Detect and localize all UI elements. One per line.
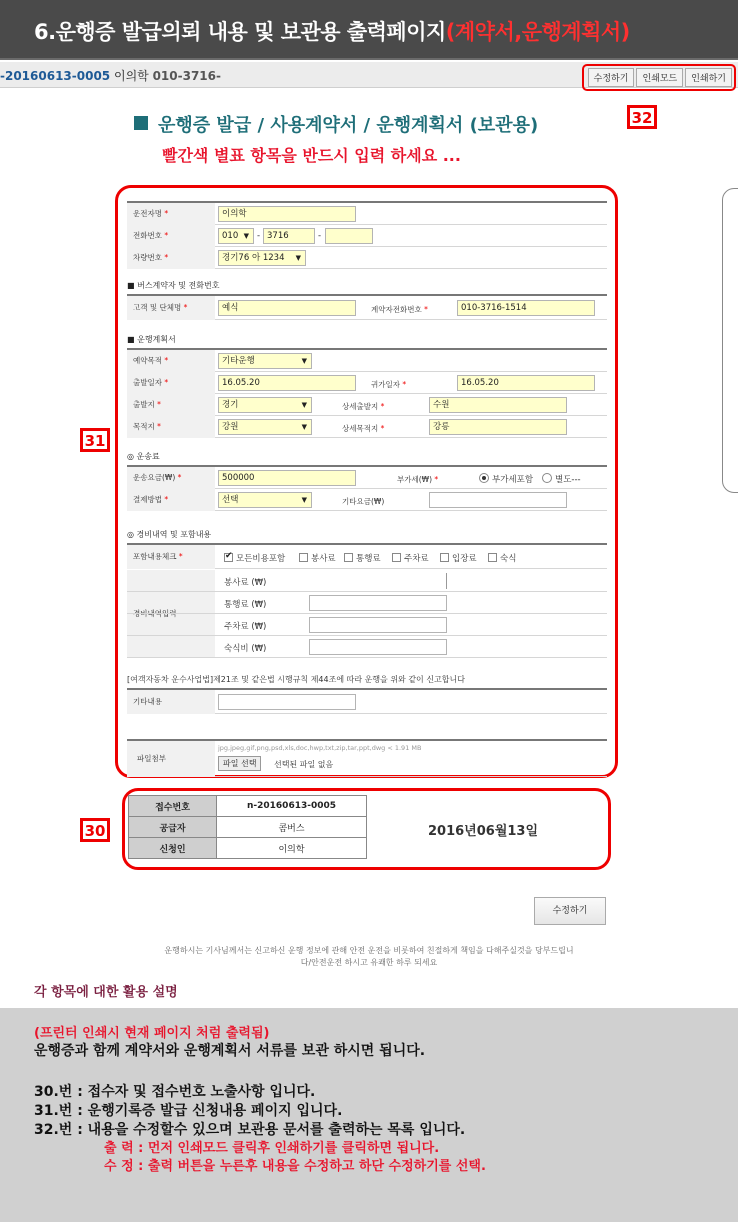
vat-separate-radio[interactable]: 별도--- xyxy=(542,473,581,485)
include-toll-checkbox[interactable]: 통행료 xyxy=(344,552,381,564)
etc-input[interactable] xyxy=(218,694,356,710)
top-button-group xyxy=(582,64,736,91)
receipt-table: 접수번호 n-20160613-0005 공급자 콤버스 신청인 이의학 xyxy=(128,795,367,859)
payment-row: 결제방법 * 선택 ▼ 기타요금(₩) xyxy=(127,489,607,511)
phone-last-input[interactable] xyxy=(325,228,373,244)
callout-30: 30 xyxy=(80,818,110,842)
client-name-input[interactable]: 예식 xyxy=(218,300,356,316)
header-banner xyxy=(0,0,738,60)
bottom-edit-button[interactable]: 수정하기 xyxy=(534,897,606,925)
side-panel xyxy=(722,188,738,493)
lodging-fee-input[interactable] xyxy=(309,639,447,655)
fare-row: 운송요금(₩) * 500000 부가세(₩) * 부가세포함 별도--- xyxy=(127,467,607,489)
origin-select[interactable]: 경기 ▼ xyxy=(218,397,312,413)
footer-notice: 운행하시는 기사님께서는 신고하신 운행 정보에 관해 안전 운전을 비롯하여 친절하게 책임을 다해주실것을 당부드립니 다/안전운전 하시고 유쾌한 하루 되세요 xyxy=(164,946,574,967)
purpose-row: 예약목적 * 기타운행 ▼ xyxy=(127,350,607,372)
dest-select[interactable]: 강원 ▼ xyxy=(218,419,312,435)
edit-button[interactable]: 수정하기 xyxy=(588,68,635,87)
square-icon xyxy=(134,116,148,130)
phone-row: 전화번호 * 010 ▼ - 3716 - xyxy=(127,225,607,247)
service-fee-input[interactable] xyxy=(307,573,447,589)
payment-select[interactable]: 선택 ▼ xyxy=(218,492,312,508)
receipt-number: -20160613-0005 xyxy=(0,69,111,83)
file-select-button[interactable]: 파일 선택 xyxy=(218,756,261,771)
section-plan: ■ 운행계획서 xyxy=(127,335,176,344)
purpose-select[interactable]: 기타운행 ▼ xyxy=(218,353,312,369)
include-parking-checkbox[interactable]: 주차료 xyxy=(392,552,429,564)
include-admission-checkbox[interactable]: 입장료 xyxy=(440,552,477,564)
depart-date-input[interactable]: 16.05.20 xyxy=(218,375,356,391)
toll-fee-input[interactable] xyxy=(309,595,447,611)
print-mode-button[interactable]: 인쇄모드 xyxy=(636,68,683,87)
include-service-checkbox[interactable]: 봉사료 xyxy=(299,552,336,564)
date-row: 출발일자 * 16.05.20 귀가일자 * 16.05.20 xyxy=(127,372,607,394)
origin-row: 출발지 * 경기 ▼ 상세출발지 * 수원 xyxy=(127,394,607,416)
page-subtitle: 빨간색 별표 항목을 반드시 입력 하세요 ... xyxy=(162,146,461,165)
phone-middle-input[interactable]: 3716 xyxy=(263,228,315,244)
include-all-checkbox[interactable]: ✔ 모든비용포함 xyxy=(224,552,285,564)
page-title: 운행증 발급 / 사용계약서 / 운행계획서 (보관용) xyxy=(134,111,538,137)
parking-fee-input[interactable] xyxy=(309,617,447,633)
car-number-select[interactable]: 경기76 아 1234 ▼ xyxy=(218,250,306,266)
applicant-name: 이의학 xyxy=(110,69,153,83)
dest-detail-input[interactable]: 강릉 xyxy=(429,419,567,435)
section-cost: ◎ 경비내역 및 포함내용 xyxy=(127,530,212,539)
cost-input-label: 경비내역입력 xyxy=(127,570,215,658)
file-status: 선택된 파일 없음 xyxy=(274,760,334,769)
etc-row: 기타내용 xyxy=(127,690,607,714)
return-date-input[interactable]: 16.05.20 xyxy=(457,375,595,391)
fare-input[interactable]: 500000 xyxy=(218,470,356,486)
supplier-value: 콤버스 xyxy=(217,817,367,838)
include-lodging-checkbox[interactable]: 숙식 xyxy=(488,552,516,564)
receipt-date: 2016년06월13일 xyxy=(428,824,539,839)
law-notice: [여객자동차 운수사업법]제21조 및 같은법 시행규칙 제44조에 따라 운행을 위와 같이 신고합니다 xyxy=(127,675,465,684)
explain-heading: 각 항목에 대한 활용 설명 xyxy=(34,985,178,1000)
origin-detail-input[interactable]: 수원 xyxy=(429,397,567,413)
callout-32: 32 xyxy=(627,105,657,129)
contract-phone-input[interactable]: 010-3716-1514 xyxy=(457,300,595,316)
print-button[interactable]: 인쇄하기 xyxy=(685,68,732,87)
phone-prefix-select[interactable]: 010 ▼ xyxy=(218,228,254,244)
info-bar xyxy=(0,62,738,88)
callout-31: 31 xyxy=(80,428,110,452)
receipt-no-value: n-20160613-0005 xyxy=(217,796,367,817)
extra-fee-input[interactable] xyxy=(429,492,567,508)
section-fare: ◎ 운송료 xyxy=(127,452,160,461)
file-hint: jpg,jpeg,gif,png,psd,xls,doc,hwp,txt,zip,tar,ppt,dwg < 1.91 MB xyxy=(218,744,422,752)
driver-name-input[interactable]: 이의학 xyxy=(218,206,356,222)
vat-included-radio[interactable]: 부가세포함 xyxy=(479,473,533,485)
file-row: 파일첨부 jpg,jpeg,gif,png,psd,xls,doc,hwp,txt,zip,tar,ppt,dwg < 1.91 MB 파일 선택 선택된 파일 없음 xyxy=(127,741,607,777)
driver-row: 운전자명 * 이의학 xyxy=(127,203,607,225)
applicant-phone: 010-3716- xyxy=(152,69,221,83)
include-row: 포함내용체크 * ✔ 모든비용포함 봉사료 통행료 주차료 입장료 숙식 xyxy=(127,545,607,569)
banner-title: 6.운행증 발급의뢰 내용 및 보관용 출력페이지(계약서,운행계획서) xyxy=(34,20,630,44)
section-bus: ■ 버스계약자 및 전화번호 xyxy=(127,281,220,290)
car-row: 차량번호 * 경기76 아 1234 ▼ xyxy=(127,247,607,269)
explain-panel: (프린터 인쇄시 현재 페이지 처럼 출력됨) 운행증과 함께 계약서와 운행계획서 서류를 보관 하시면 됩니다. 30.번 : 접수자 및 접수번호 노출사항 입니다. 31.번 : 운행기록증 발급 신청내용 페이지 입니다. 32.번 : 내용을 수정할수 있으며 보관용 문서를 출력하는 목록 입니다. 출 력 : 먼저 인쇄모드 클릭후 인쇄하기를 클릭하면 됩니다. 수 정 : 출력 버튼을 누른후 내용을 수정하고 하단 수정하기를 선택. xyxy=(0,1008,738,1222)
client-row: 고객 및 단체명 * 예식 계약자전화번호 * 010-3716-1514 xyxy=(127,296,607,320)
dest-row: 목적지 * 강원 ▼ 상세목적지 * 강릉 xyxy=(127,416,607,438)
applicant-value: 이의학 xyxy=(217,838,367,859)
